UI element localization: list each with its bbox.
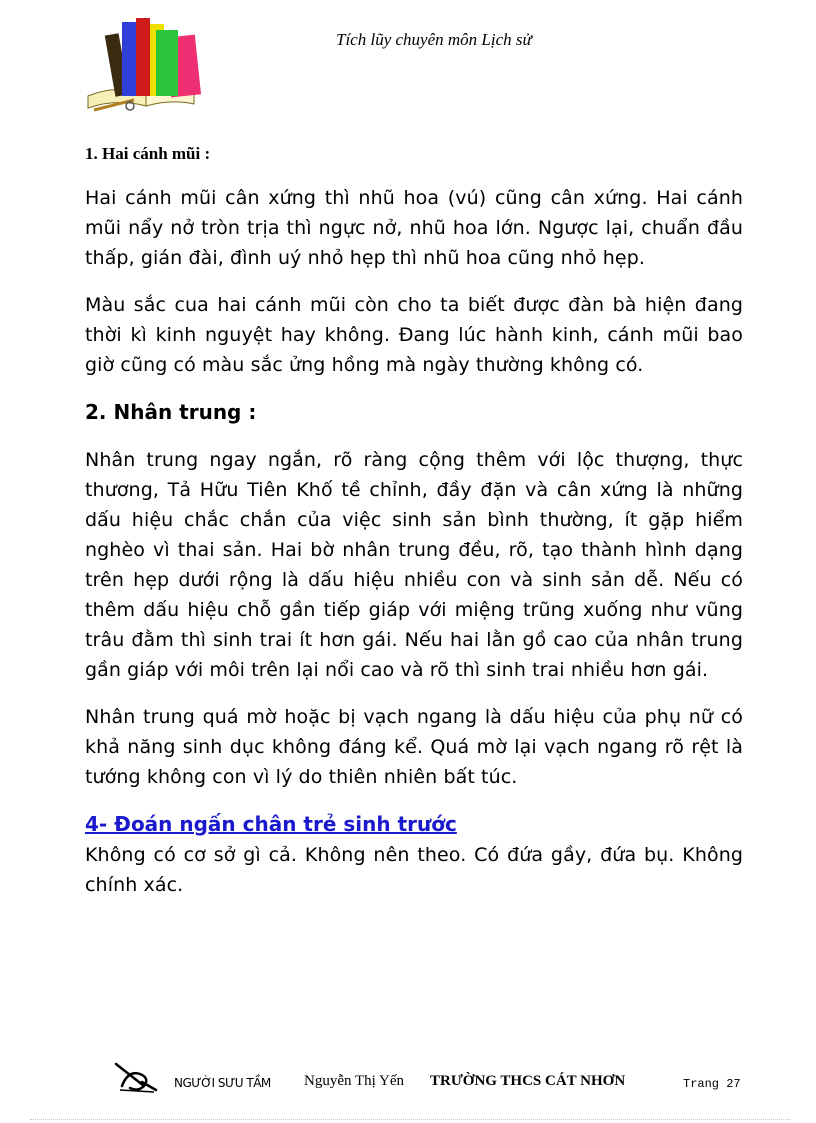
document-body — [85, 144, 743, 917]
section-2-paragraph-2: Nhân trung quá mờ hoặc bị vạch ngang là dấu hiệu của phụ nữ có khả năng sinh dục không đáng kể. Quá mờ lại vạch ngang rõ rệt là tướng không con vì lý do thiên nhiên bất túc. — [85, 706, 743, 788]
bottom-dotted-line — [30, 1119, 790, 1120]
section-4-paragraph-1: Không có cơ sở gì cả. Không nên theo. Có đứa gầy, đứa bụ. Không chính xác. — [85, 844, 743, 896]
section-2-paragraph-1: Nhân trung ngay ngắn, rõ ràng cộng thêm với lộc thượng, thực thương, Tả Hữu Tiên Khố tề chỉnh, đầy đặn và cân xứng là những dấu hiệu chắc chắn của việc sinh sản bình thường, ít gặp hiểm nghèo vì thai sản. Hai bờ nhân trung đều, rõ, tạo thành hình dạng trên hẹp dưới rộng là dấu hiệu nhiều con và sinh sản dễ. Nếu có thêm dấu hiệu chỗ gần tiếp giáp với miệng trũng xuống như vũng trâu đằm thì sinh trai ít hơn gái. Nếu hai lằn gồ cao của nhân trung gần giáp với môi trên lại nổi cao và rõ thì sinh trai nhiều hơn gái. — [85, 449, 743, 681]
footer-collector-label: NGƯỜI SƯU TẦM — [174, 1076, 271, 1090]
header-title: Tích lũy chuyên môn Lịch sử — [336, 30, 532, 49]
footer-school: TRƯỜNG THCS CÁT NHƠN — [430, 1073, 626, 1089]
footer-page-number: Trang 27 — [683, 1077, 741, 1091]
footer-author: Nguyễn Thị Yến — [304, 1073, 404, 1089]
section-1-paragraph-1: Hai cánh mũi cân xứng thì nhũ hoa (vú) cũng cân xứng. Hai cánh mũi nẩy nở tròn trịa thì ngực nở, nhũ hoa lớn. Ngược lại, chuẩn đầu thấp, gián đài, đình uý nhỏ hẹp thì nhũ hoa cũng nhỏ hẹp. — [85, 187, 743, 269]
books-icon — [86, 14, 206, 114]
section-1-paragraph-2: Màu sắc cua hai cánh mũi còn cho ta biết được đàn bà hiện đang thời kì kinh nguyệt hay không. Đang lúc hành kinh, cánh mũi bao giờ cũng có màu sắc ửng hồng mà ngày thường không có. — [85, 294, 743, 376]
page-footer — [0, 1060, 816, 1100]
section-2-heading: 2. Nhân trung : — [85, 400, 257, 424]
signature-icon — [114, 1060, 160, 1096]
section-4-heading-link[interactable]: 4- Đoán ngấn chân trẻ sinh trước — [85, 812, 457, 836]
section-1-heading: 1. Hai cánh mũi : — [85, 144, 211, 163]
